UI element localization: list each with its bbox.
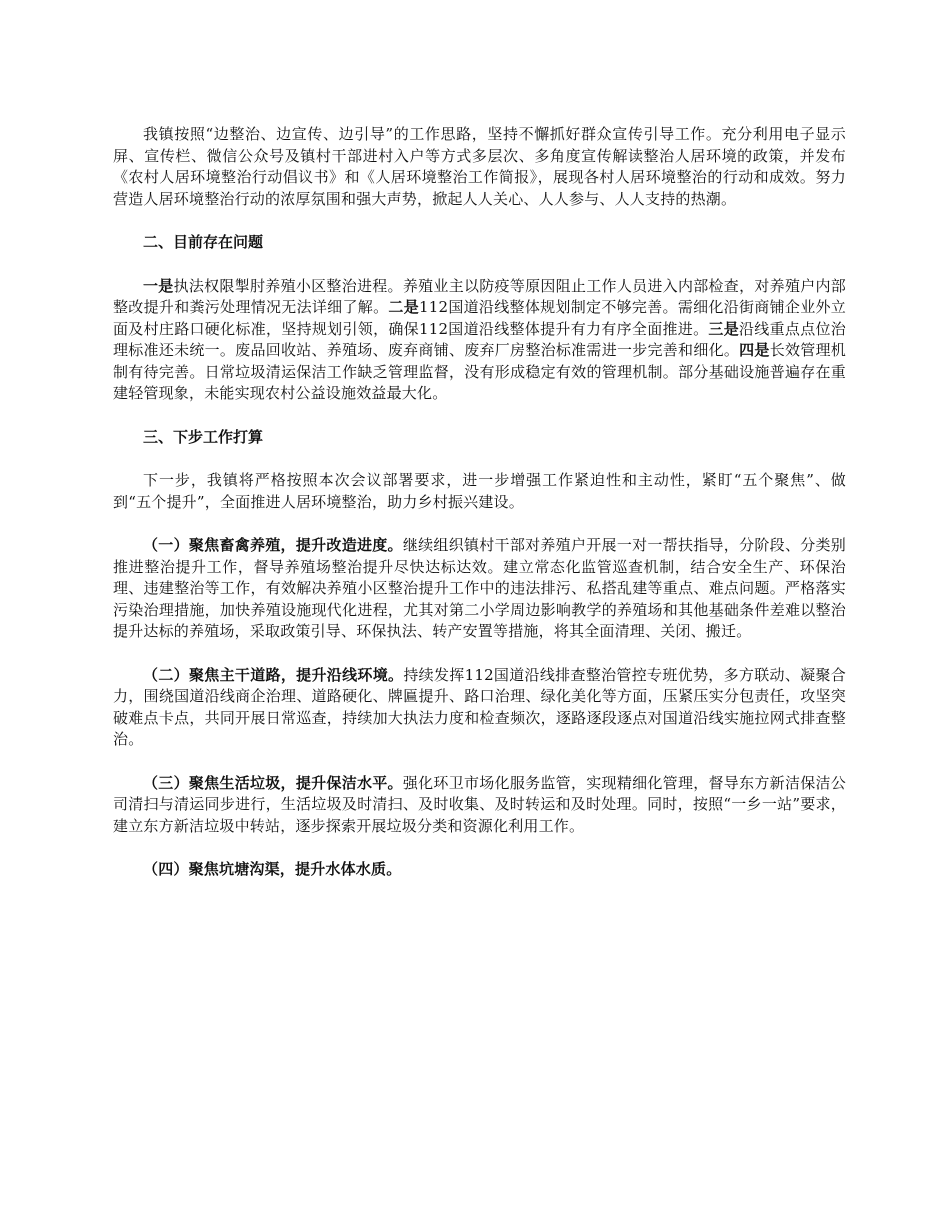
plan-item-livestock-text: 继续组织镇村干部对养殖户开展一对一帮扶指导，分阶段、分类别推进整治提升工作，督导养殖场整治提升尽快达标达效。建立常态化监管巡查机制，结合安全生产、环保治理、违建整治等工作，有效解决养殖小区整治提升工作中的违法排污、私搭乱建等重点、难点问题。严格落实污染治理措施，加快养殖设施现代化进程，尤其对第二小学周边影响教学的养殖场和其他基础条件差难以整治提升达标的养殖场，采取政策引导、环保执法、转产安置等措施，将其全面清理、关闭、搬迁。 — [113, 536, 846, 640]
plan-item-roads — [113, 665, 846, 751]
plan-item-ponds — [113, 859, 846, 881]
plan-item-garbage-title: （三）聚焦生活垃圾，提升保洁水平。 — [143, 773, 403, 792]
plan-item-roads-title: （二）聚焦主干道路，提升沿线环境。 — [143, 665, 404, 684]
lead-two: 二是 — [388, 298, 419, 316]
plan-item-livestock — [113, 535, 846, 643]
intro-paragraph: 我镇按照“边整治、边宣传、边引导”的工作思路，坚持不懈抓好群众宣传引导工作。充分利用电子显示屏、宣传栏、微信公众号及镇村干部进村入户等方式多层次、多角度宣传解读整治人居环境的政策，并发布《农村人居环境整治行动倡议书》和《人居环境整治工作简报》，展现各村人居环境整治的行动和成效。努力营造人居环境整治行动的浓厚氛围和强大声势，掀起人人关心、人人参与、人人支持的热潮。 — [113, 125, 846, 208]
problem-two-text: 112国道沿线整体规划制定不够完善。需细化沿街商铺企业外立面及村庄路口硬化标准，坚持规划引领，确保112国道沿线整体提升有力有序全面推进。 — [113, 298, 847, 338]
section-heading-plans: 三、下步工作打算 — [143, 427, 264, 446]
plan-item-roads-text: 持续发挥112国道沿线排查整治管控专班优势，多方联动、凝聚合力，围绕国道沿线商企治理、道路硬化、牌匾提升、路口治理、绿化美化等方面，压紧压实分包责任，攻坚突破难点卡点，共同开展日常巡查，持续加大执法力度和检查频次，逐路逐段逐点对国道沿线实施拉网式排查整治。 — [113, 665, 847, 748]
plans-intro-paragraph: 下一步，我镇将严格按照本次会议部署要求，进一步增强工作紧迫性和主动性，紧盯“五个聚焦”、做到“五个提升”，全面推进人居环境整治，助力乡村振兴建设。 — [113, 471, 846, 511]
section-heading-problems: 二、目前存在问题 — [143, 233, 264, 251]
plan-item-ponds-title: （四）聚焦坑塘沟渠，提升水体水质。 — [143, 860, 402, 878]
problem-three-text: 沿线重点点位治理标准还未统一。废品回收站、养殖场、废弃商铺、废弃厂房整治标准需进一步完善和细化。 — [113, 319, 846, 359]
plan-item-garbage — [113, 773, 846, 838]
plan-item-garbage-text: 强化环卫市场化服务监管，实现精细化管理，督导东方新洁保洁公司清扫与清运同步进行，生活垃圾及时清扫、及时收集、及时转运和及时处理。同时，按照“一乡一站”要求，建立东方新洁垃圾中转站，逐步探索开展垃圾分类和资源化利用工作。 — [113, 773, 846, 835]
problem-one-text: 执法权限掣肘养殖小区整治进程。养殖业主以防疫等原因阻止工作人员进入内部检查，对养殖户内部整改提升和粪污处理情况无法详细了解。 — [113, 276, 846, 316]
lead-four: 四是 — [739, 341, 770, 359]
plan-item-livestock-title: （一）聚焦畜禽养殖，提升改造进度。 — [143, 536, 403, 554]
lead-one: 一是 — [143, 276, 174, 295]
document-page — [113, 124, 846, 903]
lead-three: 三是 — [708, 319, 739, 338]
problem-four-text: 长效管理机制有待完善。日常垃圾清运保洁工作缺乏管理监督，没有形成稳定有效的管理机制。部分基础设施普遍存在重建轻管现象，未能实现农村公益设施效益最大化。 — [113, 341, 846, 402]
problems-paragraph — [113, 276, 846, 405]
